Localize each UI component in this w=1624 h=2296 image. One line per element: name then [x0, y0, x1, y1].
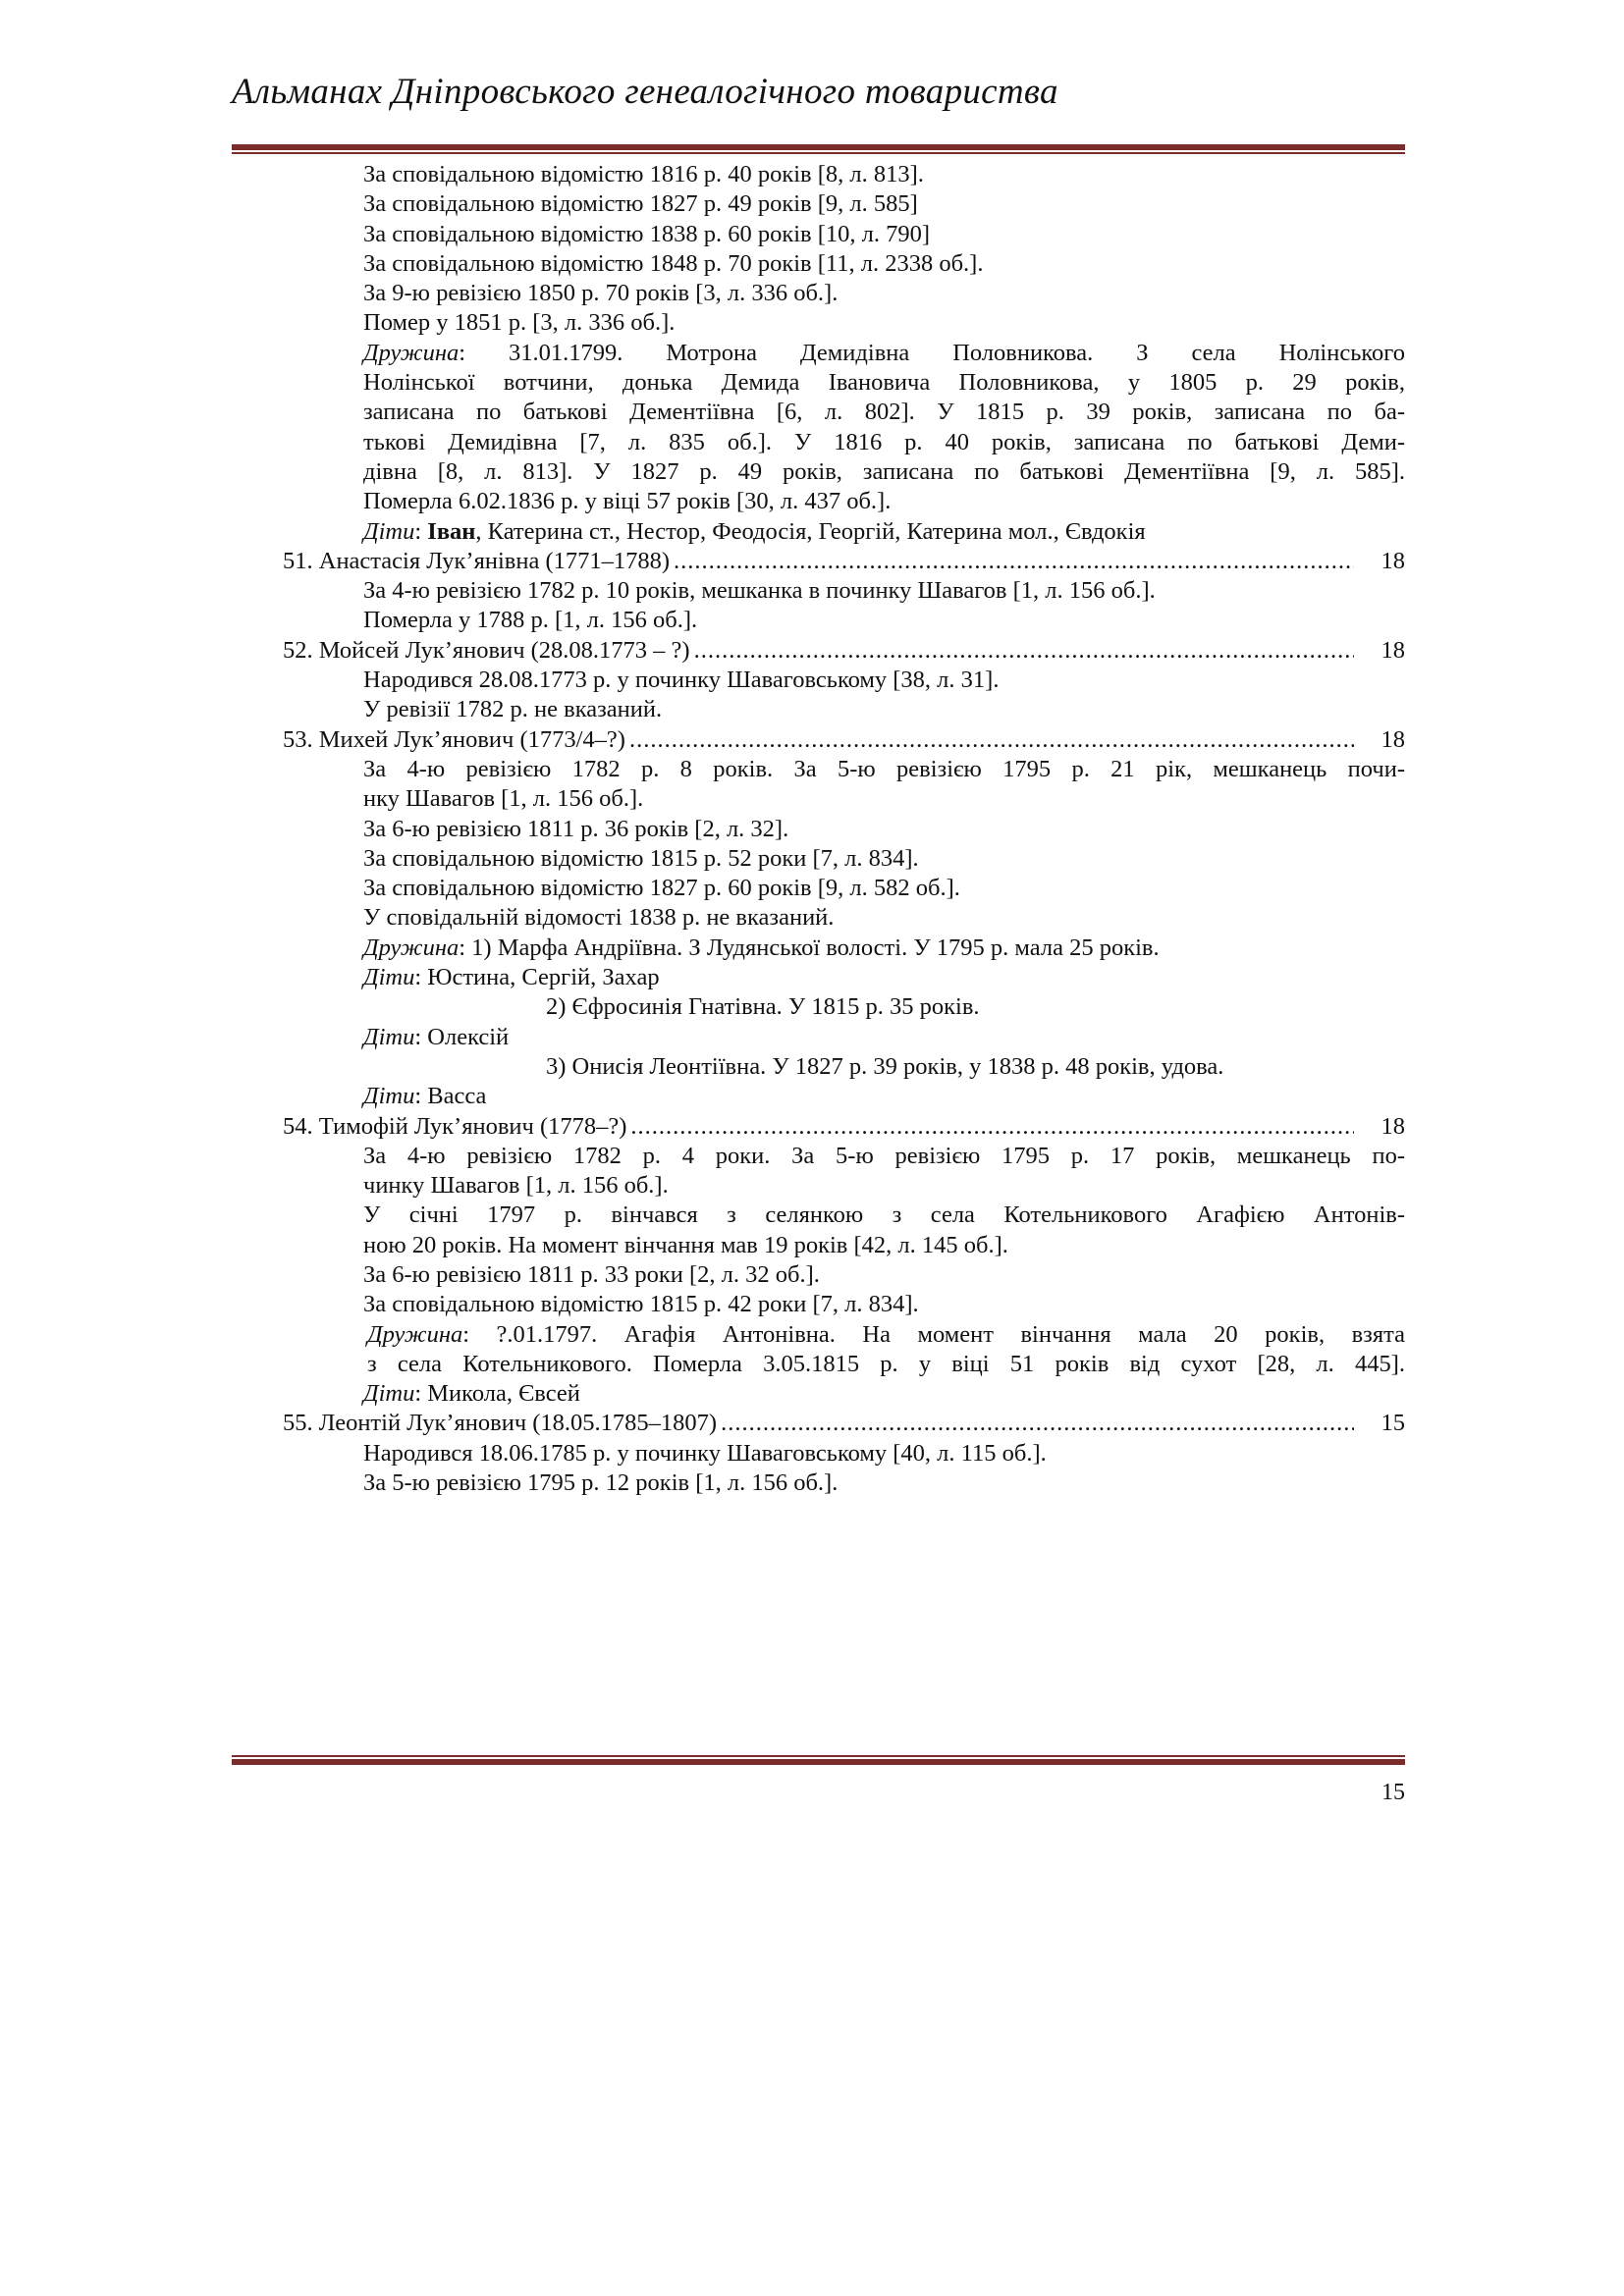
page-body	[232, 160, 1405, 1498]
text-line: За сповідальною відомістю 1815 р. 52 роки [7, л. 834].	[363, 844, 919, 872]
text-line: У січні 1797 р. вінчався з селянкою з села Котельникового Агафією Антонів-	[363, 1201, 1405, 1229]
entry-page-ref: 18	[1380, 636, 1405, 664]
entry-page-ref: 18	[1380, 725, 1405, 753]
children-label: Діти	[363, 1380, 415, 1408]
text-line: За 6-ю ревізією 1811 р. 33 роки [2, л. 32 об.].	[363, 1260, 820, 1288]
text-line: У ревізії 1782 р. не вказаний.	[363, 696, 663, 723]
text-line: За 5-ю ревізією 1795 р. 12 років [1, л. 156 об.].	[363, 1469, 839, 1497]
wife-paragraph-line: Нолінської вотчини, донька Демида Івановича Половникова, у 1805 р. 29 років,	[363, 369, 1405, 397]
children-label: Діти	[363, 1083, 415, 1110]
leader-dots	[694, 636, 1354, 666]
wife-line: 2) Єфросинія Гнатівна. У 1815 р. 35 років.	[546, 993, 980, 1021]
text-line: Померла у 1788 р. [1, л. 156 об.].	[363, 607, 698, 634]
entry-heading-53: 53. Михей Лук’янович (1773/4–?) ..... 18	[232, 725, 1405, 755]
wife-line: Дружина: ?.01.1797. Агафія Антонівна. На момент вінчання мала 20 років, взята	[367, 1320, 1405, 1348]
text-line: У сповідальній відомості 1838 р. не вказаний.	[363, 904, 835, 932]
text-line: За 4-ю ревізією 1782 р. 4 роки. За 5-ю ревізією 1795 р. 17 років, мешканець по-	[363, 1142, 1405, 1169]
page-number: 15	[1381, 1780, 1405, 1805]
text-line: ною 20 років. На момент вінчання мав 19 років [42, л. 145 об.].	[363, 1231, 1008, 1258]
text-line: нку Шавагов [1, л. 156 об.].	[363, 785, 644, 813]
wife-line: Дружина: 1) Марфа Андріївна. З Лудянської волості. У 1795 р. мала 25 років.	[363, 934, 1160, 961]
leader-dots	[674, 547, 1354, 576]
wife-line: з села Котельникового. Померла 3.05.1815 р. у віці 51 років від сухот [28, л. 445].	[367, 1350, 1405, 1377]
leader-dots	[721, 1409, 1354, 1438]
text-line: За сповідальною відомістю 1815 р. 42 роки [7, л. 834].	[363, 1291, 919, 1318]
entry-heading-54: 54. Тимофій Лук’янович (1778–?) ..... 18	[232, 1112, 1405, 1142]
text-line: Народився 18.06.1785 р. у починку Шаваговському [40, л. 115 об.].	[363, 1439, 1047, 1467]
text-line: Помер у 1851 р. [3, л. 336 об.].	[363, 309, 676, 337]
wife-paragraph-line: дівна [8, л. 813]. У 1827 р. 49 років, записана по батькові Дементіївна [9, л. 585].	[363, 457, 1405, 485]
wife-paragraph-line: Дружина: 31.01.1799. Мотрона Демидівна Половникова. З села Нолінського	[363, 339, 1405, 366]
text-line: За 4-ю ревізією 1782 р. 10 років, мешканка в починку Шавагов [1, л. 156 об.].	[363, 577, 1156, 605]
wife-line: 3) Онисія Леонтіївна. У 1827 р. 39 років, у 1838 р. 48 років, удова.	[546, 1052, 1224, 1080]
children-line: Діти: Васса	[363, 1083, 487, 1110]
text-line: За сповідальною відомістю 1838 р. 60 років [10, л. 790]	[363, 220, 931, 247]
text-line: Народився 28.08.1773 р. у починку Шаваговському [38, л. 31].	[363, 667, 1000, 694]
text-line: За 4-ю ревізією 1782 р. 8 років. За 5-ю ревізією 1795 р. 21 рік, мешканець почи-	[363, 755, 1405, 782]
entry-page-ref: 18	[1380, 547, 1405, 574]
text-line: За сповідальною відомістю 1848 р. 70 років [11, л. 2338 об.].	[363, 249, 984, 277]
entry-heading-52: 52. Мойсей Лук’янович (28.08.1773 – ?) ..... 18	[232, 636, 1405, 666]
footer-rule	[232, 1755, 1405, 1765]
children-label: Діти	[363, 1023, 415, 1050]
children-line: Діти: Микола, Євсей	[363, 1380, 580, 1408]
children-line: Діти: Юстина, Сергій, Захар	[363, 964, 660, 991]
text-line: За 9-ю ревізією 1850 р. 70 років [3, л. 336 об.].	[363, 280, 839, 307]
children-bold-name: Іван	[427, 517, 476, 545]
header-rule	[232, 144, 1405, 154]
entry-page-ref: 15	[1380, 1410, 1405, 1437]
children-label: Діти	[363, 964, 415, 991]
text-line: чинку Шавагов [1, л. 156 об.].	[363, 1172, 669, 1200]
wife-label: Дружина	[363, 934, 460, 961]
children-line: Діти: Олексій	[363, 1023, 510, 1050]
leader-dots	[630, 1112, 1354, 1142]
text-line: За сповідальною відомістю 1827 р. 49 років [9, л. 585]	[363, 190, 918, 218]
leader-dots	[629, 725, 1354, 755]
entry-page-ref: 18	[1380, 1112, 1405, 1140]
wife-paragraph-line: тькові Демидівна [7, л. 835 об.]. У 1816 р. 40 років, записана по батькові Деми-	[363, 428, 1405, 455]
wife-label: Дружина	[367, 1320, 463, 1348]
children-label: Діти	[363, 517, 415, 545]
text-line: За сповідальною відомістю 1827 р. 60 років [9, л. 582 об.].	[363, 875, 960, 902]
text-line: За 6-ю ревізією 1811 р. 36 років [2, л. 32].	[363, 815, 789, 842]
text-line: За сповідальною відомістю 1816 р. 40 років [8, л. 813].	[363, 161, 924, 187]
running-header-title: Альманах Дніпровського генеалогічного товариства	[232, 72, 1058, 112]
wife-paragraph-line: Померла 6.02.1836 р. у віці 57 років [30, л. 437 об.].	[363, 488, 892, 515]
entry-heading-51: 51. Анастасія Лук’янівна (1771–1788) ..... 18	[232, 547, 1405, 576]
wife-label: Дружина	[363, 339, 460, 366]
entry-heading-55: 55. Леонтій Лук’янович (18.05.1785–1807) ..... 15	[232, 1409, 1405, 1438]
wife-paragraph-line: записана по батькові Дементіївна [6, л. 802]. У 1815 р. 39 років, записана по ба-	[363, 399, 1405, 426]
children-line: Діти: Іван, Катерина ст., Нестор, Феодосія, Георгій, Катерина мол., Євдокія	[363, 517, 1146, 545]
